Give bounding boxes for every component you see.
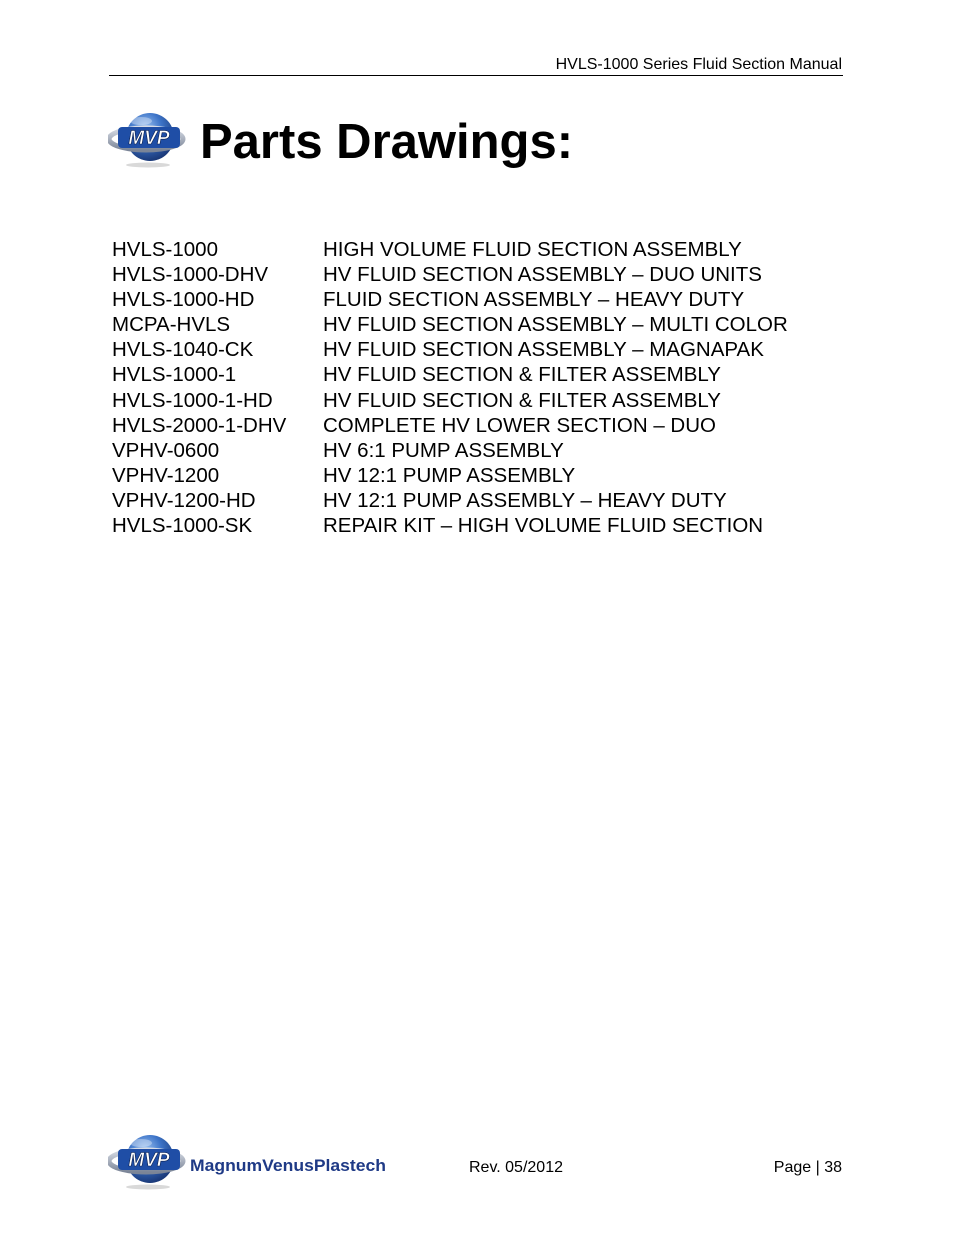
part-description: COMPLETE HV LOWER SECTION – DUO (323, 413, 716, 437)
parts-list-row (112, 388, 852, 413)
parts-list-row (112, 362, 852, 387)
parts-list (112, 237, 852, 538)
part-number: MCPA-HVLS (112, 313, 231, 337)
parts-list-row (112, 262, 852, 287)
parts-list-row (112, 312, 852, 337)
part-description: HV 6:1 PUMP ASSEMBLY (323, 438, 564, 462)
parts-list-row (112, 287, 852, 312)
company-logo (108, 1132, 393, 1190)
parts-list-row (112, 237, 852, 262)
parts-list-row (112, 337, 852, 362)
part-description: HV 12:1 PUMP ASSEMBLY (323, 463, 576, 487)
part-description: HIGH VOLUME FLUID SECTION ASSEMBLY (323, 238, 742, 261)
parts-list-row (112, 413, 852, 438)
part-description: HV FLUID SECTION & FILTER ASSEMBLY (323, 363, 721, 387)
part-number: HVLS-1040-CK (112, 338, 254, 362)
title-logo-text: MVP (128, 128, 170, 149)
part-number: HVLS-2000-1-DHV (112, 413, 287, 437)
part-description: HV FLUID SECTION ASSEMBLY – MULTI COLOR (323, 313, 788, 337)
part-description: HV FLUID SECTION ASSEMBLY – MAGNAPAK (323, 338, 764, 362)
part-number: HVLS-1000-DHV (112, 263, 269, 287)
mvp-logo (108, 110, 188, 168)
part-number: VPHV-1200 (112, 463, 220, 487)
parts-list-row (112, 488, 852, 513)
part-description: HV FLUID SECTION & FILTER ASSEMBLY (323, 388, 721, 412)
part-number: HVLS-1000-SK (112, 514, 253, 538)
part-description: FLUID SECTION ASSEMBLY – HEAVY DUTY (323, 288, 745, 312)
part-description: HV FLUID SECTION ASSEMBLY – DUO UNITS (323, 263, 762, 287)
page-title: Parts Drawings: (200, 115, 574, 169)
header-divider (109, 75, 843, 76)
footer-logo-text: MVP (128, 1150, 170, 1171)
part-number: HVLS-1000-1-HD (112, 388, 273, 412)
company-name: MagnumVenusPlastech (190, 1156, 386, 1175)
part-number: VPHV-0600 (112, 438, 220, 462)
revision-date: Rev. 05/2012 (469, 1159, 563, 1176)
part-description: HV 12:1 PUMP ASSEMBLY – HEAVY DUTY (323, 488, 727, 512)
part-number: HVLS-1000-HD (112, 288, 255, 312)
parts-list-row (112, 438, 852, 463)
manual-title: HVLS-1000 Series Fluid Section Manual (555, 56, 842, 73)
part-number: VPHV-1200-HD (112, 488, 256, 512)
part-number: HVLS-1000-1 (112, 363, 237, 387)
parts-list-row (112, 513, 852, 538)
page-number: Page | 38 (773, 1159, 842, 1176)
parts-list-row (112, 463, 852, 488)
part-description: REPAIR KIT – HIGH VOLUME FLUID SECTION (323, 514, 764, 538)
part-number: HVLS-1000 (112, 238, 218, 261)
